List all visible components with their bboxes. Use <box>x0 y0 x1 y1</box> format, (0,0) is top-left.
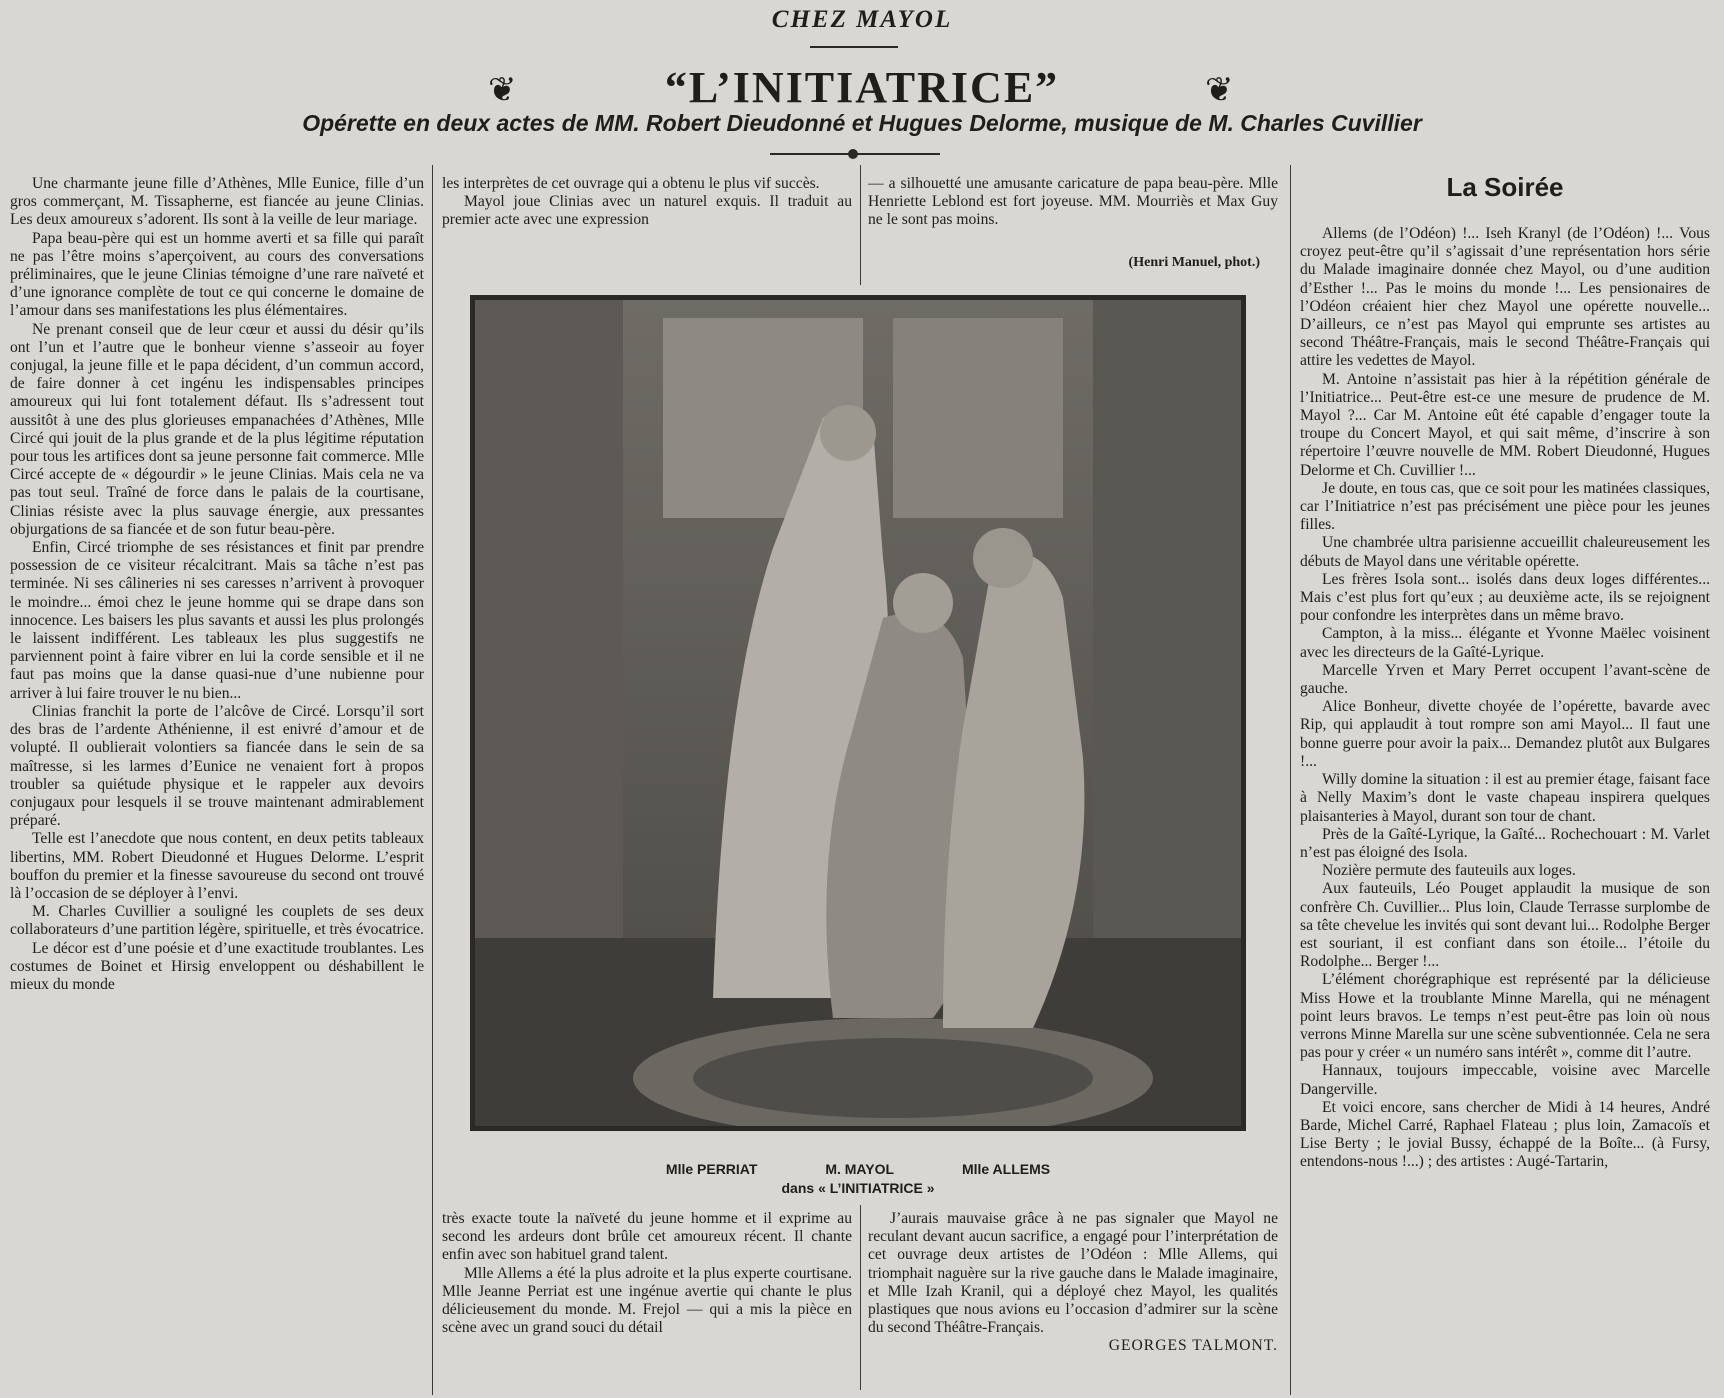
soiree-paragraph: Les frères Isola sont... isolés dans deux loges différentes... Mais c’est plus fort qu’eux ; au deuxième acte, ils se rejoignent pour confondre les interprètes dans un même bravo. <box>1300 570 1710 625</box>
review-paragraph: Mlle Allems a été la plus adroite et la plus experte courtisane. Mlle Jeanne Perriat est une ingénue avertie qui chante le plus délicieusement du monde. M. Frejol — qui a mis la pièce en scène avec un grand souci du détail <box>442 1264 852 1337</box>
soiree-paragraph: Nozière permute des fauteuils aux loges. <box>1322 862 1576 880</box>
review-paragraph: J’aurais mauvaise grâce à ne pas signaler que Mayol ne reculant devant aucun sacrifice, a engagé pour l’interprétation de cet ouvrage deux artistes de l’Odéon : Mlle Allems, qui triomphait naguère sur la rive gauche dans le Malade imaginaire, et Mlle Izah Kranil, qui a déployé chez Mayol, les qualités plastiques que nous avions eu l’occasion d’admirer sur la scène du second Théâtre-Français. <box>868 1210 1278 1337</box>
kicker-rule <box>810 46 898 48</box>
review-paragraph: — a silhouetté une amusante caricature de papa beau-père. Mlle Henriette Leblond est fort joyeuse. MM. Mourriès et Max Guy ne le sont pas moins. <box>868 175 1278 229</box>
review-paragraph: Enfin, Circé triomphe de ses résistances et finit par prendre possession de ce visiteur récalcitrant. Mais sa tâche n’est pas terminée. Ni ses câlineries ni ses caresses n’arrivent à provoquer le moindre... émoi chez le jeune homme qui se drape dans son innocence. Les baisers les plus savants et aussi les plus prolongés le laissent indifférent. Les tableaux les plus suggestifs ne parviennent point à faire vibrer en lui la corde sensible et il ne faut pas moins que la danse quasi-nue d’une nubienne pour arriver à lui faire trouver le nu bien... <box>10 539 424 702</box>
column-rule-2-bottom <box>860 1205 861 1390</box>
soiree-paragraph: Marcelle Yrven et Mary Perret occupent l’avant-scène de gauche. <box>1300 661 1710 698</box>
column-rule-2-top <box>860 165 861 285</box>
article-subtitle: Opérette en deux actes de MM. Robert Dieudonné et Hugues Delorme, musique de M. Charles Cuvillier <box>302 110 1422 136</box>
soiree-paragraph: Campton, à la miss... élégante et Yvonne Maëlec voisinent avec les directeurs de la Gaîté-Lyrique. <box>1300 625 1710 661</box>
review-paragraph: Le décor est d’une poésie et d’une exactitude troublantes. Les costumes de Boinet et Hirsig enveloppent ou déshabillent le mieux du monde <box>10 939 424 993</box>
review-column-2-bottom <box>442 1210 852 1385</box>
review-paragraph: Ne prenant conseil que de leur cœur et aussi du désir qu’ils ont l’un et l’autre que le bonheur vienne s’asseoir au foyer conjugal, la jeune fille et le papa décident, d’un commun accord, de faire donner à cet ingénu les indispensables principes amoureux qui lui font totalement défaut. Ils s’adressent tout aussitôt à une des plus glorieuses empanachées d’Athènes, Mlle Circé qui jouit de la plus grande et de la plus légitime réputation pour tous les artifices dont sa jeune personne fait commerce. Mlle Circé accepte de « dégourdir » le jeune Clinias. Mais cela ne va pas tout seul. Traîné de force dans le palais de la courtisane, Clinias résiste avec la plus sauvage énergie, aux pressantes objurgations de sa fiancée et de son futur beau-père. <box>10 320 424 538</box>
review-column-3-bottom <box>868 1210 1278 1385</box>
soiree-paragraph: Près de la Gaîté-Lyrique, la Gaîté... Rochechouart : M. Varlet n’est pas éloigné des Isola. <box>1300 825 1710 861</box>
caption-line-2: dans « L’INITIATRICE » <box>781 1180 935 1196</box>
caption-name: Mlle PERRIAT <box>665 1161 758 1177</box>
column-rule-1 <box>432 165 433 1395</box>
review-paragraph: Mayol joue Clinias avec un naturel exquis. Il traduit au premier acte avec une expression <box>442 193 852 229</box>
soiree-paragraph: Willy domine la situation : il est au premier étage, faisant face à Nelly Maxim’s dont le vaste chapeau inspirera quelques plaisanteries à Mayol, durant son tour de chant. <box>1300 771 1710 825</box>
soiree-paragraph: Allems (de l’Odéon) !... Iseh Kranyl (de l’Odéon) !... Vous croyez peut-être qu’il s’agissait d’une représentation hors série du Malade imaginaire donnée chez Mayol, ou d’une audition d’Esther !... Pas le moins du monde !... Les pensionaires de l’Odéon créaient hier chez Mayol une opérette nouvelle... D’ailleurs, ce n’est pas Mayol qui emprunte ses artistes au second Théâtre-Français, mais le second Théâtre-Français qui attire les vedettes de Mayol. <box>1300 225 1710 370</box>
soiree-paragraph: Aux fauteuils, Léo Pouget applaudit la musique de son confrère Ch. Cuvillier... Plus loin, Claude Terrasse surplombe de sa tête chevelue les invités qui sont devant lui... Rodolphe Berger est souriant, il est confiant dans son étoile... l’étoile du Rodolphe... Berger !... <box>1300 880 1710 971</box>
subtitle-rule-ornament <box>848 149 858 159</box>
soiree-paragraph: Je doute, en tous cas, que ce soit pour les matinées classiques, car l’Initiatrice n’est pas précisément une pièce pour les jeunes filles. <box>1300 479 1710 534</box>
soiree-column <box>1300 225 1710 1393</box>
soiree-paragraph: M. Antoine n’assistait pas hier à la répétition générale de l’Initiatrice... Peut-être est-ce une mesure de prudence de M. Mayol ?... Car M. Antoine eût été capable d’engager toute la troupe du Concert Mayol, et qui sait même, d’inscrire à son répertoire l’œuvre nouvelle de MM. Robert Dieudonné, Hugues Delorme et Ch. Cuvillier !... <box>1300 370 1710 479</box>
section-kicker: CHEZ MAYOL <box>771 6 953 33</box>
review-paragraph: les interprètes de cet ouvrage qui a obtenu le plus vif succès. <box>442 175 820 192</box>
article-title: “L’INITIATRICE” <box>664 63 1060 112</box>
review-column-1 <box>10 175 424 1275</box>
soiree-paragraph: Et voici encore, sans chercher de Midi à 14 heures, André Barde, Michel Carré, Raphael Flateau ; plus loin, Zamacoïs et Lise Berty ; le jovial Bussy, échappé de la Boîte... (à Fursy, entendons-nous !...) ; des artistes : Augé-Tartarin, <box>1300 1098 1710 1171</box>
ornament-right-icon: ❦ <box>1205 72 1234 109</box>
review-paragraph: très exacte toute la naïveté du jeune homme et il exprime au second les ardeurs dont brûle cet amoureux récent. Il chante enfin avec son habituel grand talent. <box>442 1210 852 1264</box>
column-rule-3 <box>1290 165 1291 1395</box>
review-paragraph: Clinias franchit la porte de l’alcôve de Circé. Lorsqu’il sort des bras de l’ardente Athénienne, il est enivré d’amour et de volupté. Il oublierait volontiers sa fiancée dans le sein de sa maîtresse, si les larmes d’Eunice ne venaient fort à propos troubler sa quiétude physique et le rappeler aux devoirs conjugaux pour lesquels il se trouve maintenant admirablement préparé. <box>10 702 424 830</box>
photo-credit: (Henri Manuel, phot.) <box>1128 255 1260 270</box>
caption-names <box>470 1160 1246 1179</box>
production-photo <box>470 295 1246 1131</box>
ornament-left-icon: ❦ <box>488 72 517 109</box>
review-signature: GEORGES TALMONT. <box>1108 1337 1278 1355</box>
soiree-paragraph: Hannaux, toujours impeccable, voisine avec Marcelle Dangerville. <box>1300 1062 1710 1098</box>
caption-name: M. MAYOL <box>825 1161 895 1177</box>
review-paragraph: Telle est l’anecdote que nous content, en deux petits tableaux libertins, MM. Robert Dieudonné et Hugues Delorme. L’esprit bouffon du premier et la finesse savoureuse du second ont trouvé là l’occasion de se déployer à l’envi. <box>10 830 424 902</box>
soiree-paragraph: L’élément chorégraphique est représenté par la délicieuse Miss Howe et la troublante Minne Marella, qui ne ménagent point leurs bravos. Le temps n’est peut-être pas loin où nous verrons Minne Marella sur une scène subventionnée. Cela ne sera pas pour y créer « un numéro sans intérêt », comme dit l’autre. <box>1300 971 1710 1062</box>
review-paragraph: M. Charles Cuvillier a souligné les couplets de ses deux collaborateurs d’une partition légère, spirituelle, et très évocatrice. <box>10 903 424 939</box>
review-column-2-top <box>442 175 852 257</box>
photo-caption <box>470 1160 1246 1198</box>
caption-name: Mlle ALLEMS <box>961 1161 1051 1177</box>
photo-illustration <box>473 298 1243 1128</box>
soiree-paragraph: Une chambrée ultra parisienne accueillit chaleureusement les débuts de Mayol dans une véritable opérette. <box>1300 534 1710 570</box>
review-paragraph: Une charmante jeune fille d’Athènes, Mlle Eunice, fille d’un gros commerçant, M. Tissapherne, est fiancée au jeune Clinias. Les deux amoureux s’adorent. Ils sont à la veille de leur mariage. <box>10 175 424 229</box>
soiree-paragraph: Alice Bonheur, divette choyée de l’opérette, bavarde avec Rip, qui applaudit à tout rompre son ami Mayol... Il faut une bonne guerre pour avoir la paix... Demandez plutôt aux Bulgares !... <box>1300 698 1710 770</box>
review-paragraph: Papa beau-père qui est un homme averti et sa fille qui paraît ne pas l’être moins s’aperçoivent, au cours des conversations préliminaires, que le jeune Clinias témoigne d’une rare naïveté et d’une ignorance complète de tout ce qui concerne le domaine de l’amour dans ses manifestations les plus élémentaires. <box>10 229 424 320</box>
soiree-heading: La Soirée <box>1446 172 1564 202</box>
